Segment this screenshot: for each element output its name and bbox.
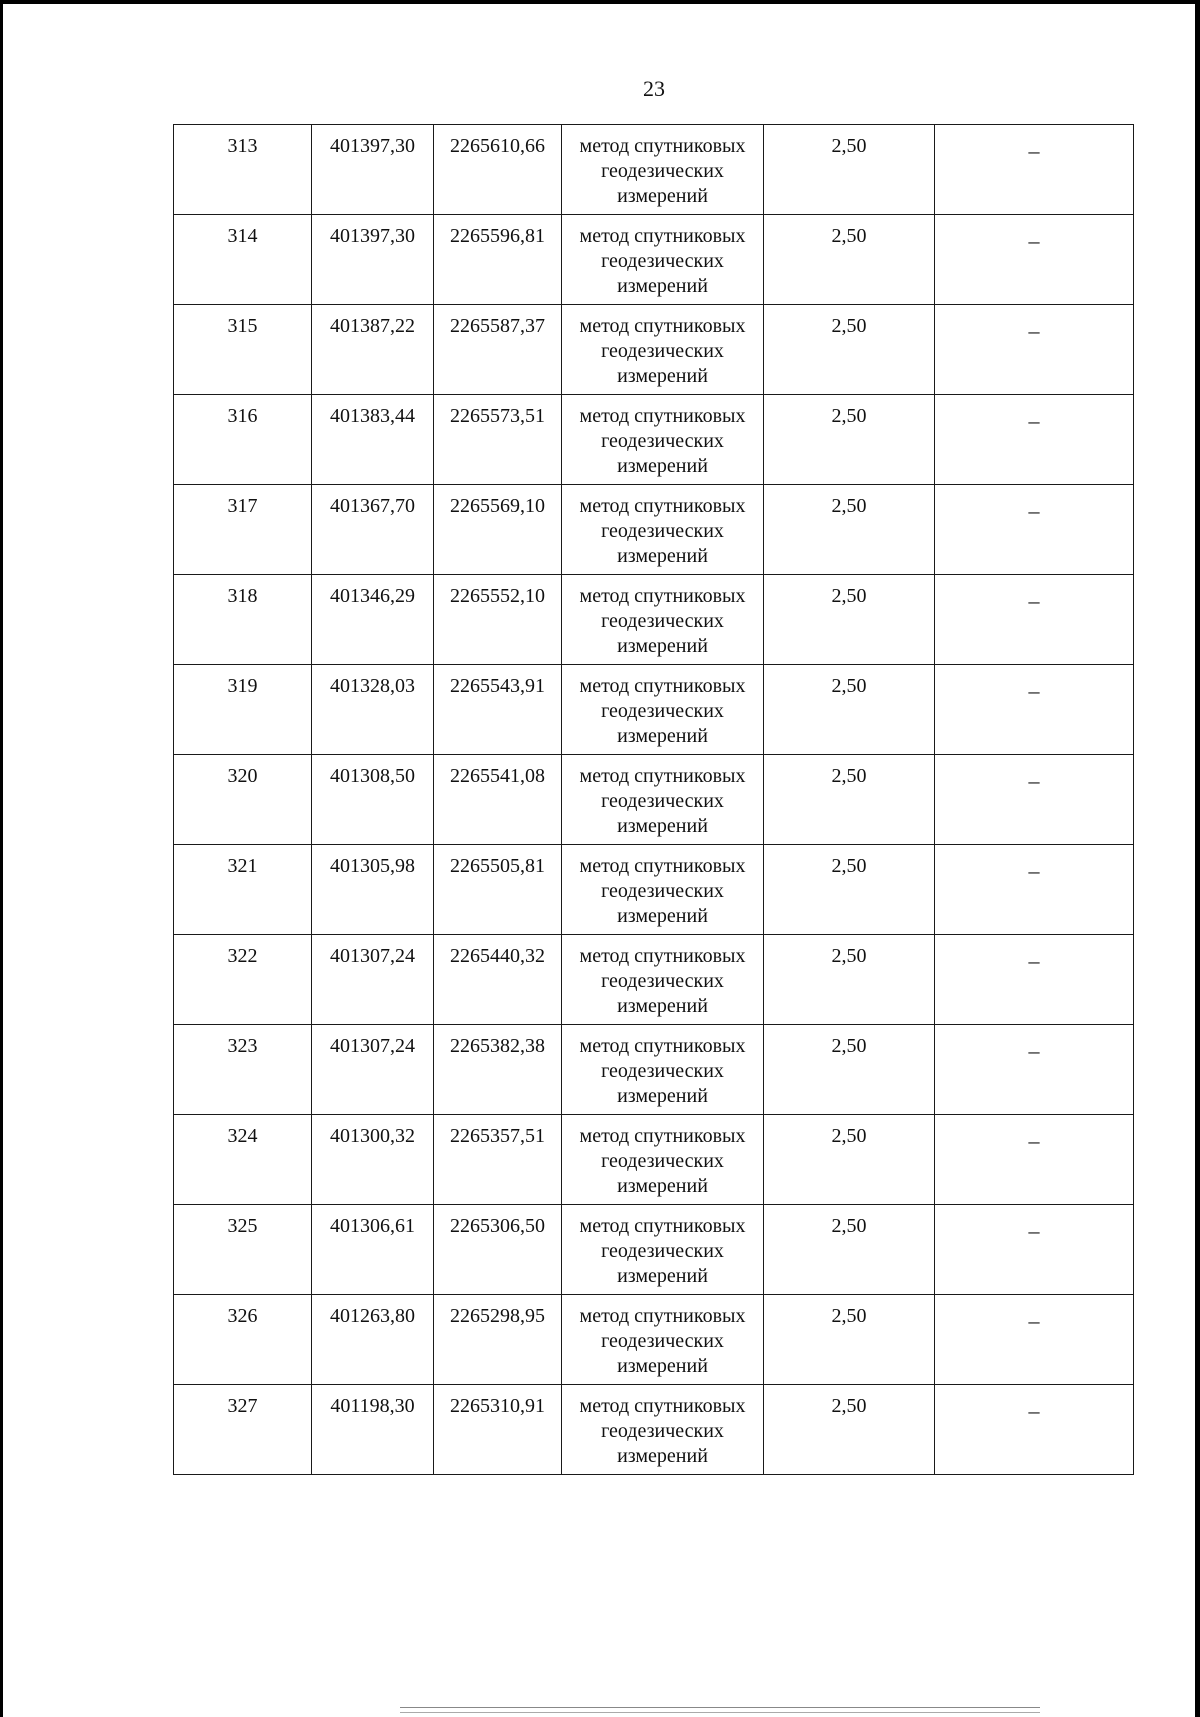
y-coordinate-cell: 2265552,10	[434, 575, 562, 665]
y-coordinate-cell: 2265306,50	[434, 1205, 562, 1295]
point-number-cell: 316	[174, 395, 312, 485]
table-row	[174, 845, 1134, 935]
method-cell: метод спутниковых геодезических измерений	[562, 575, 764, 665]
x-coordinate-cell: 401397,30	[312, 125, 434, 215]
point-number-cell: 322	[174, 935, 312, 1025]
x-coordinate-cell: 401308,50	[312, 755, 434, 845]
x-coordinate-cell: 401300,32	[312, 1115, 434, 1205]
method-cell: метод спутниковых геодезических измерений	[562, 1295, 764, 1385]
point-number-cell: 313	[174, 125, 312, 215]
method-cell: метод спутниковых геодезических измерений	[562, 1115, 764, 1205]
x-coordinate-cell: 401305,98	[312, 845, 434, 935]
method-cell: метод спутниковых геодезических измерений	[562, 1205, 764, 1295]
table-row	[174, 485, 1134, 575]
x-coordinate-cell: 401307,24	[312, 935, 434, 1025]
y-coordinate-cell: 2265569,10	[434, 485, 562, 575]
y-coordinate-cell: 2265310,91	[434, 1385, 562, 1475]
x-coordinate-cell: 401367,70	[312, 485, 434, 575]
point-number-cell: 318	[174, 575, 312, 665]
accuracy-cell: 2,50	[764, 125, 935, 215]
method-cell: метод спутниковых геодезических измерений	[562, 755, 764, 845]
y-coordinate-cell: 2265357,51	[434, 1115, 562, 1205]
scan-edge-left	[0, 0, 3, 1717]
scan-edge-bottom	[400, 1707, 1040, 1713]
note-cell: –	[935, 485, 1134, 575]
point-number-cell: 326	[174, 1295, 312, 1385]
note-cell: –	[935, 1025, 1134, 1115]
scan-edge-right	[1195, 0, 1200, 1717]
coordinates-table-body	[174, 125, 1134, 1475]
point-number-cell: 317	[174, 485, 312, 575]
y-coordinate-cell: 2265610,66	[434, 125, 562, 215]
accuracy-cell: 2,50	[764, 1385, 935, 1475]
x-coordinate-cell: 401306,61	[312, 1205, 434, 1295]
y-coordinate-cell: 2265541,08	[434, 755, 562, 845]
accuracy-cell: 2,50	[764, 1295, 935, 1385]
point-number-cell: 323	[174, 1025, 312, 1115]
accuracy-cell: 2,50	[764, 395, 935, 485]
table-row	[174, 935, 1134, 1025]
table-row	[174, 1295, 1134, 1385]
point-number-cell: 321	[174, 845, 312, 935]
table-row	[174, 1115, 1134, 1205]
accuracy-cell: 2,50	[764, 845, 935, 935]
note-cell: –	[935, 305, 1134, 395]
method-cell: метод спутниковых геодезических измерений	[562, 125, 764, 215]
point-number-cell: 327	[174, 1385, 312, 1475]
note-cell: –	[935, 1205, 1134, 1295]
accuracy-cell: 2,50	[764, 1025, 935, 1115]
accuracy-cell: 2,50	[764, 665, 935, 755]
accuracy-cell: 2,50	[764, 575, 935, 665]
accuracy-cell: 2,50	[764, 1205, 935, 1295]
table-row	[174, 395, 1134, 485]
x-coordinate-cell: 401198,30	[312, 1385, 434, 1475]
y-coordinate-cell: 2265543,91	[434, 665, 562, 755]
x-coordinate-cell: 401383,44	[312, 395, 434, 485]
method-cell: метод спутниковых геодезических измерений	[562, 935, 764, 1025]
x-coordinate-cell: 401346,29	[312, 575, 434, 665]
note-cell: –	[935, 395, 1134, 485]
method-cell: метод спутниковых геодезических измерений	[562, 1025, 764, 1115]
note-cell: –	[935, 1115, 1134, 1205]
accuracy-cell: 2,50	[764, 305, 935, 395]
y-coordinate-cell: 2265382,38	[434, 1025, 562, 1115]
note-cell: –	[935, 665, 1134, 755]
x-coordinate-cell: 401397,30	[312, 215, 434, 305]
method-cell: метод спутниковых геодезических измерений	[562, 215, 764, 305]
point-number-cell: 314	[174, 215, 312, 305]
point-number-cell: 315	[174, 305, 312, 395]
table-row	[174, 125, 1134, 215]
point-number-cell: 325	[174, 1205, 312, 1295]
accuracy-cell: 2,50	[764, 485, 935, 575]
coordinates-table	[173, 124, 1134, 1475]
y-coordinate-cell: 2265587,37	[434, 305, 562, 395]
method-cell: метод спутниковых геодезических измерений	[562, 845, 764, 935]
table-row	[174, 1025, 1134, 1115]
accuracy-cell: 2,50	[764, 935, 935, 1025]
x-coordinate-cell: 401328,03	[312, 665, 434, 755]
x-coordinate-cell: 401307,24	[312, 1025, 434, 1115]
table-row	[174, 1205, 1134, 1295]
scan-edge-top	[0, 0, 1200, 4]
point-number-cell: 324	[174, 1115, 312, 1205]
method-cell: метод спутниковых геодезических измерений	[562, 1385, 764, 1475]
y-coordinate-cell: 2265505,81	[434, 845, 562, 935]
note-cell: –	[935, 215, 1134, 305]
table-row	[174, 575, 1134, 665]
method-cell: метод спутниковых геодезических измерений	[562, 395, 764, 485]
x-coordinate-cell: 401387,22	[312, 305, 434, 395]
note-cell: –	[935, 125, 1134, 215]
note-cell: –	[935, 845, 1134, 935]
method-cell: метод спутниковых геодезических измерений	[562, 665, 764, 755]
table-row	[174, 755, 1134, 845]
table-row	[174, 215, 1134, 305]
note-cell: –	[935, 1385, 1134, 1475]
table-row	[174, 305, 1134, 395]
point-number-cell: 319	[174, 665, 312, 755]
page-number: 23	[643, 76, 665, 101]
point-number-cell: 320	[174, 755, 312, 845]
accuracy-cell: 2,50	[764, 755, 935, 845]
y-coordinate-cell: 2265440,32	[434, 935, 562, 1025]
table-row	[174, 1385, 1134, 1475]
note-cell: –	[935, 1295, 1134, 1385]
y-coordinate-cell: 2265573,51	[434, 395, 562, 485]
accuracy-cell: 2,50	[764, 215, 935, 305]
table-row	[174, 665, 1134, 755]
y-coordinate-cell: 2265298,95	[434, 1295, 562, 1385]
y-coordinate-cell: 2265596,81	[434, 215, 562, 305]
method-cell: метод спутниковых геодезических измерений	[562, 485, 764, 575]
note-cell: –	[935, 575, 1134, 665]
note-cell: –	[935, 935, 1134, 1025]
method-cell: метод спутниковых геодезических измерений	[562, 305, 764, 395]
note-cell: –	[935, 755, 1134, 845]
accuracy-cell: 2,50	[764, 1115, 935, 1205]
x-coordinate-cell: 401263,80	[312, 1295, 434, 1385]
